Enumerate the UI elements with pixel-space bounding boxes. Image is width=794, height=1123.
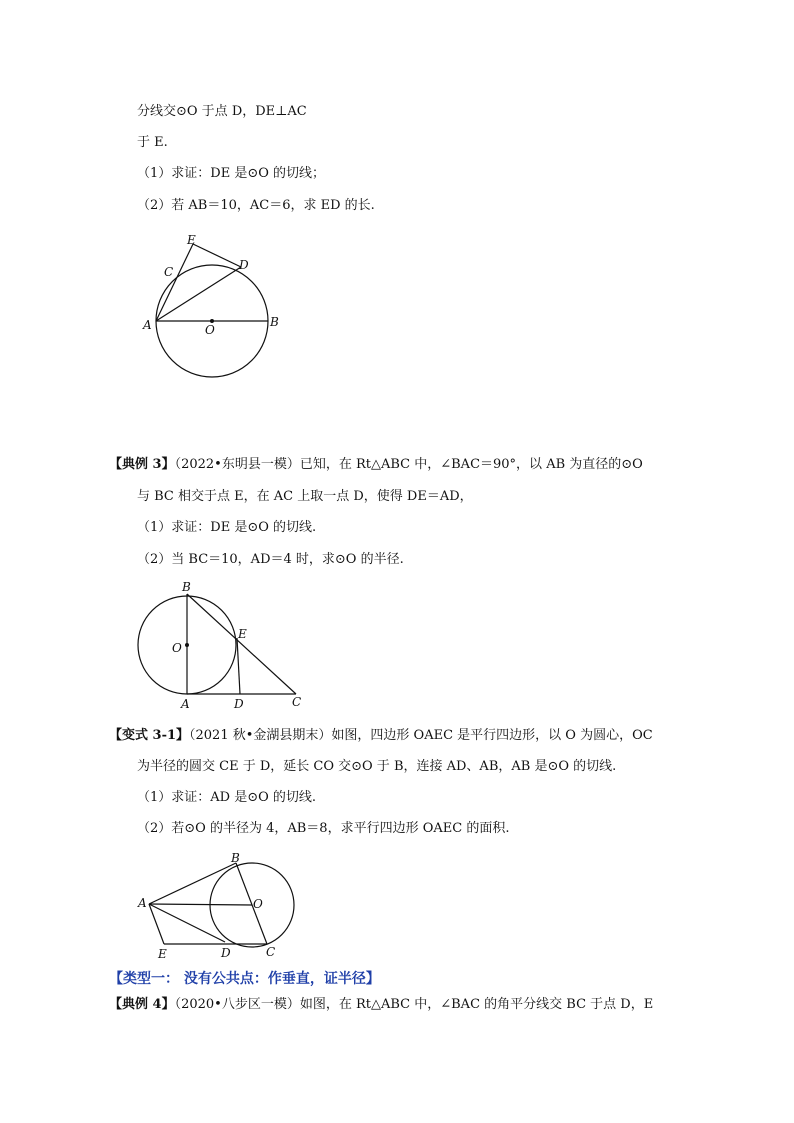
label-a: A — [138, 896, 147, 910]
problem-line-2: 于 E. — [137, 135, 168, 150]
problem-line-1: 分线交⊙O 于点 D，DE⊥AC — [137, 104, 307, 119]
problem-question-2: （2）若 AB＝10，AC＝6，求 ED 的长. — [137, 198, 375, 213]
variant-3-1-line-1 — [109, 727, 653, 745]
label-a: A — [181, 697, 190, 711]
label-e: E — [158, 947, 167, 961]
label-d: D — [221, 946, 231, 960]
label-d: D — [234, 697, 244, 711]
figure-2 — [130, 578, 320, 713]
label-o: O — [205, 323, 215, 337]
label-b: B — [231, 851, 240, 865]
label-b: B — [270, 315, 279, 329]
example-3-question-2: （2）当 BC＝10，AD＝4 时，求⊙O 的半径. — [137, 552, 404, 567]
example-3-line-1 — [109, 456, 643, 474]
variant-3-1-tag: 【变式 3-1】 — [109, 728, 190, 743]
example-3-text: （2022•东明县一模）已知，在 Rt△ABC 中，∠BAC＝90°，以 AB 为直径的⊙O — [174, 457, 643, 472]
label-a: A — [143, 318, 152, 332]
label-o: O — [253, 897, 263, 911]
label-c: C — [164, 265, 174, 279]
label-b: B — [182, 580, 191, 594]
variant-3-1-line-2: 为半径的圆交 CE 于 D，延长 CO 交⊙O 于 B，连接 AD、AB，AB 是⊙O 的切线. — [137, 759, 617, 774]
figure-1 — [135, 228, 295, 388]
label-c: C — [292, 695, 302, 709]
example-3-question-1: （1）求证：DE 是⊙O 的切线. — [137, 520, 317, 535]
center-point — [185, 643, 189, 647]
type-1-heading: 【类型一： 没有公共点：作垂直，证半径】 — [109, 971, 380, 987]
label-e: E — [187, 233, 196, 247]
segment-ao — [149, 904, 252, 905]
variant-3-1-question-2: （2）若⊙O 的半径为 4，AB＝8，求平行四边形 OAEC 的面积. — [137, 821, 510, 836]
label-c: C — [266, 945, 276, 959]
example-4-text: （2020•八步区一模）如图，在 Rt△ABC 中，∠BAC 的角平分线交 BC 于点 D，E — [174, 997, 654, 1012]
figure-3 — [132, 850, 302, 965]
example-3-line-2: 与 BC 相交于点 E，在 AC 上取一点 D，使得 DE＝AD， — [137, 489, 473, 504]
segment-ed — [193, 244, 241, 267]
example-3-tag: 【典例 3】 — [109, 457, 175, 472]
example-4-line-1 — [109, 996, 653, 1014]
problem-question-1: （1）求证：DE 是⊙O 的切线； — [137, 166, 325, 181]
label-e: E — [238, 627, 247, 641]
label-o: O — [172, 641, 182, 655]
example-4-tag: 【典例 4】 — [109, 997, 175, 1012]
variant-3-1-text: （2021 秋•金湖县期末）如图，四边形 OAEC 是平行四边形，以 O 为圆心，OC — [189, 728, 653, 743]
label-d: D — [239, 258, 249, 272]
segment-ab — [149, 863, 236, 904]
segment-bc — [187, 594, 296, 694]
segment-ed — [237, 638, 240, 694]
variant-3-1-question-1: （1）求证：AD 是⊙O 的切线. — [137, 790, 317, 805]
